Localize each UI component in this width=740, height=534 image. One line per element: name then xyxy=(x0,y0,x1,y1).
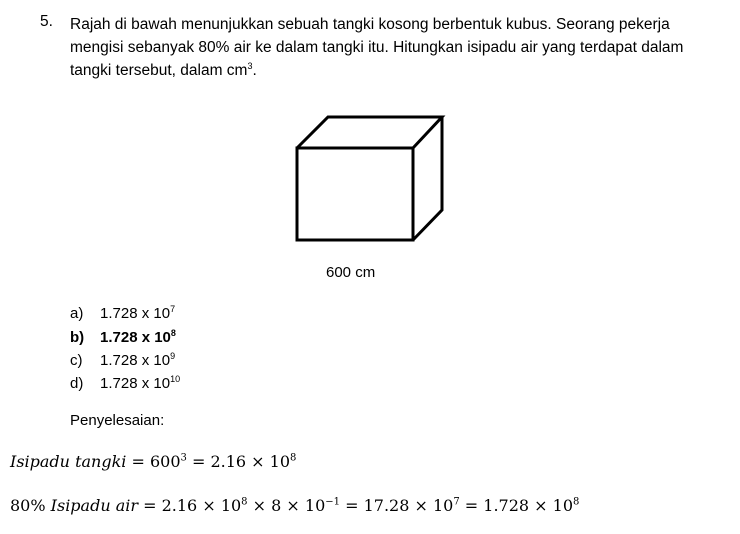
solution-heading: Penyelesaian: xyxy=(70,412,165,429)
question-number: 5. xyxy=(40,13,53,30)
question-line-2: mengisi sebanyak 80% air ke dalam tangki itu. Hitungkan isipadu air yang terdapat dalam xyxy=(70,39,684,56)
option-b[interactable]: b) 1.728 x $10^8$ xyxy=(70,328,176,346)
option-d[interactable]: d) 1.728 x $10^{10}$ xyxy=(70,374,181,392)
question-line-1: Rajah di bawah menunjukkan sebuah tangki kosong berbentuk kubus. Seorang pekerja xyxy=(70,16,670,33)
question-line-3: tangki tersebut, dalam $cm^3$. xyxy=(70,60,257,79)
solution-equation-1: Isipadu tangki = $600^3 = 2.16 \times 10^8$ xyxy=(10,452,297,471)
option-a[interactable]: a) 1.728 x $10^7$ xyxy=(70,304,176,322)
cube-tank-figure xyxy=(286,110,456,250)
cube-side-face xyxy=(413,117,442,240)
cube-front-face xyxy=(297,148,413,240)
question-text xyxy=(70,13,730,82)
dimension-label: 600 cm xyxy=(326,264,376,281)
solution-equation-2: 80% Isipadu air = $2.16 \times 10^8 \times 8 \times 10^{-1} = 17.28 \times 10^7 = 1.728 \times 10^8$ xyxy=(10,496,580,515)
option-c[interactable]: c) 1.728 x $10^9$ xyxy=(70,351,176,369)
cube-top-face xyxy=(297,117,442,148)
